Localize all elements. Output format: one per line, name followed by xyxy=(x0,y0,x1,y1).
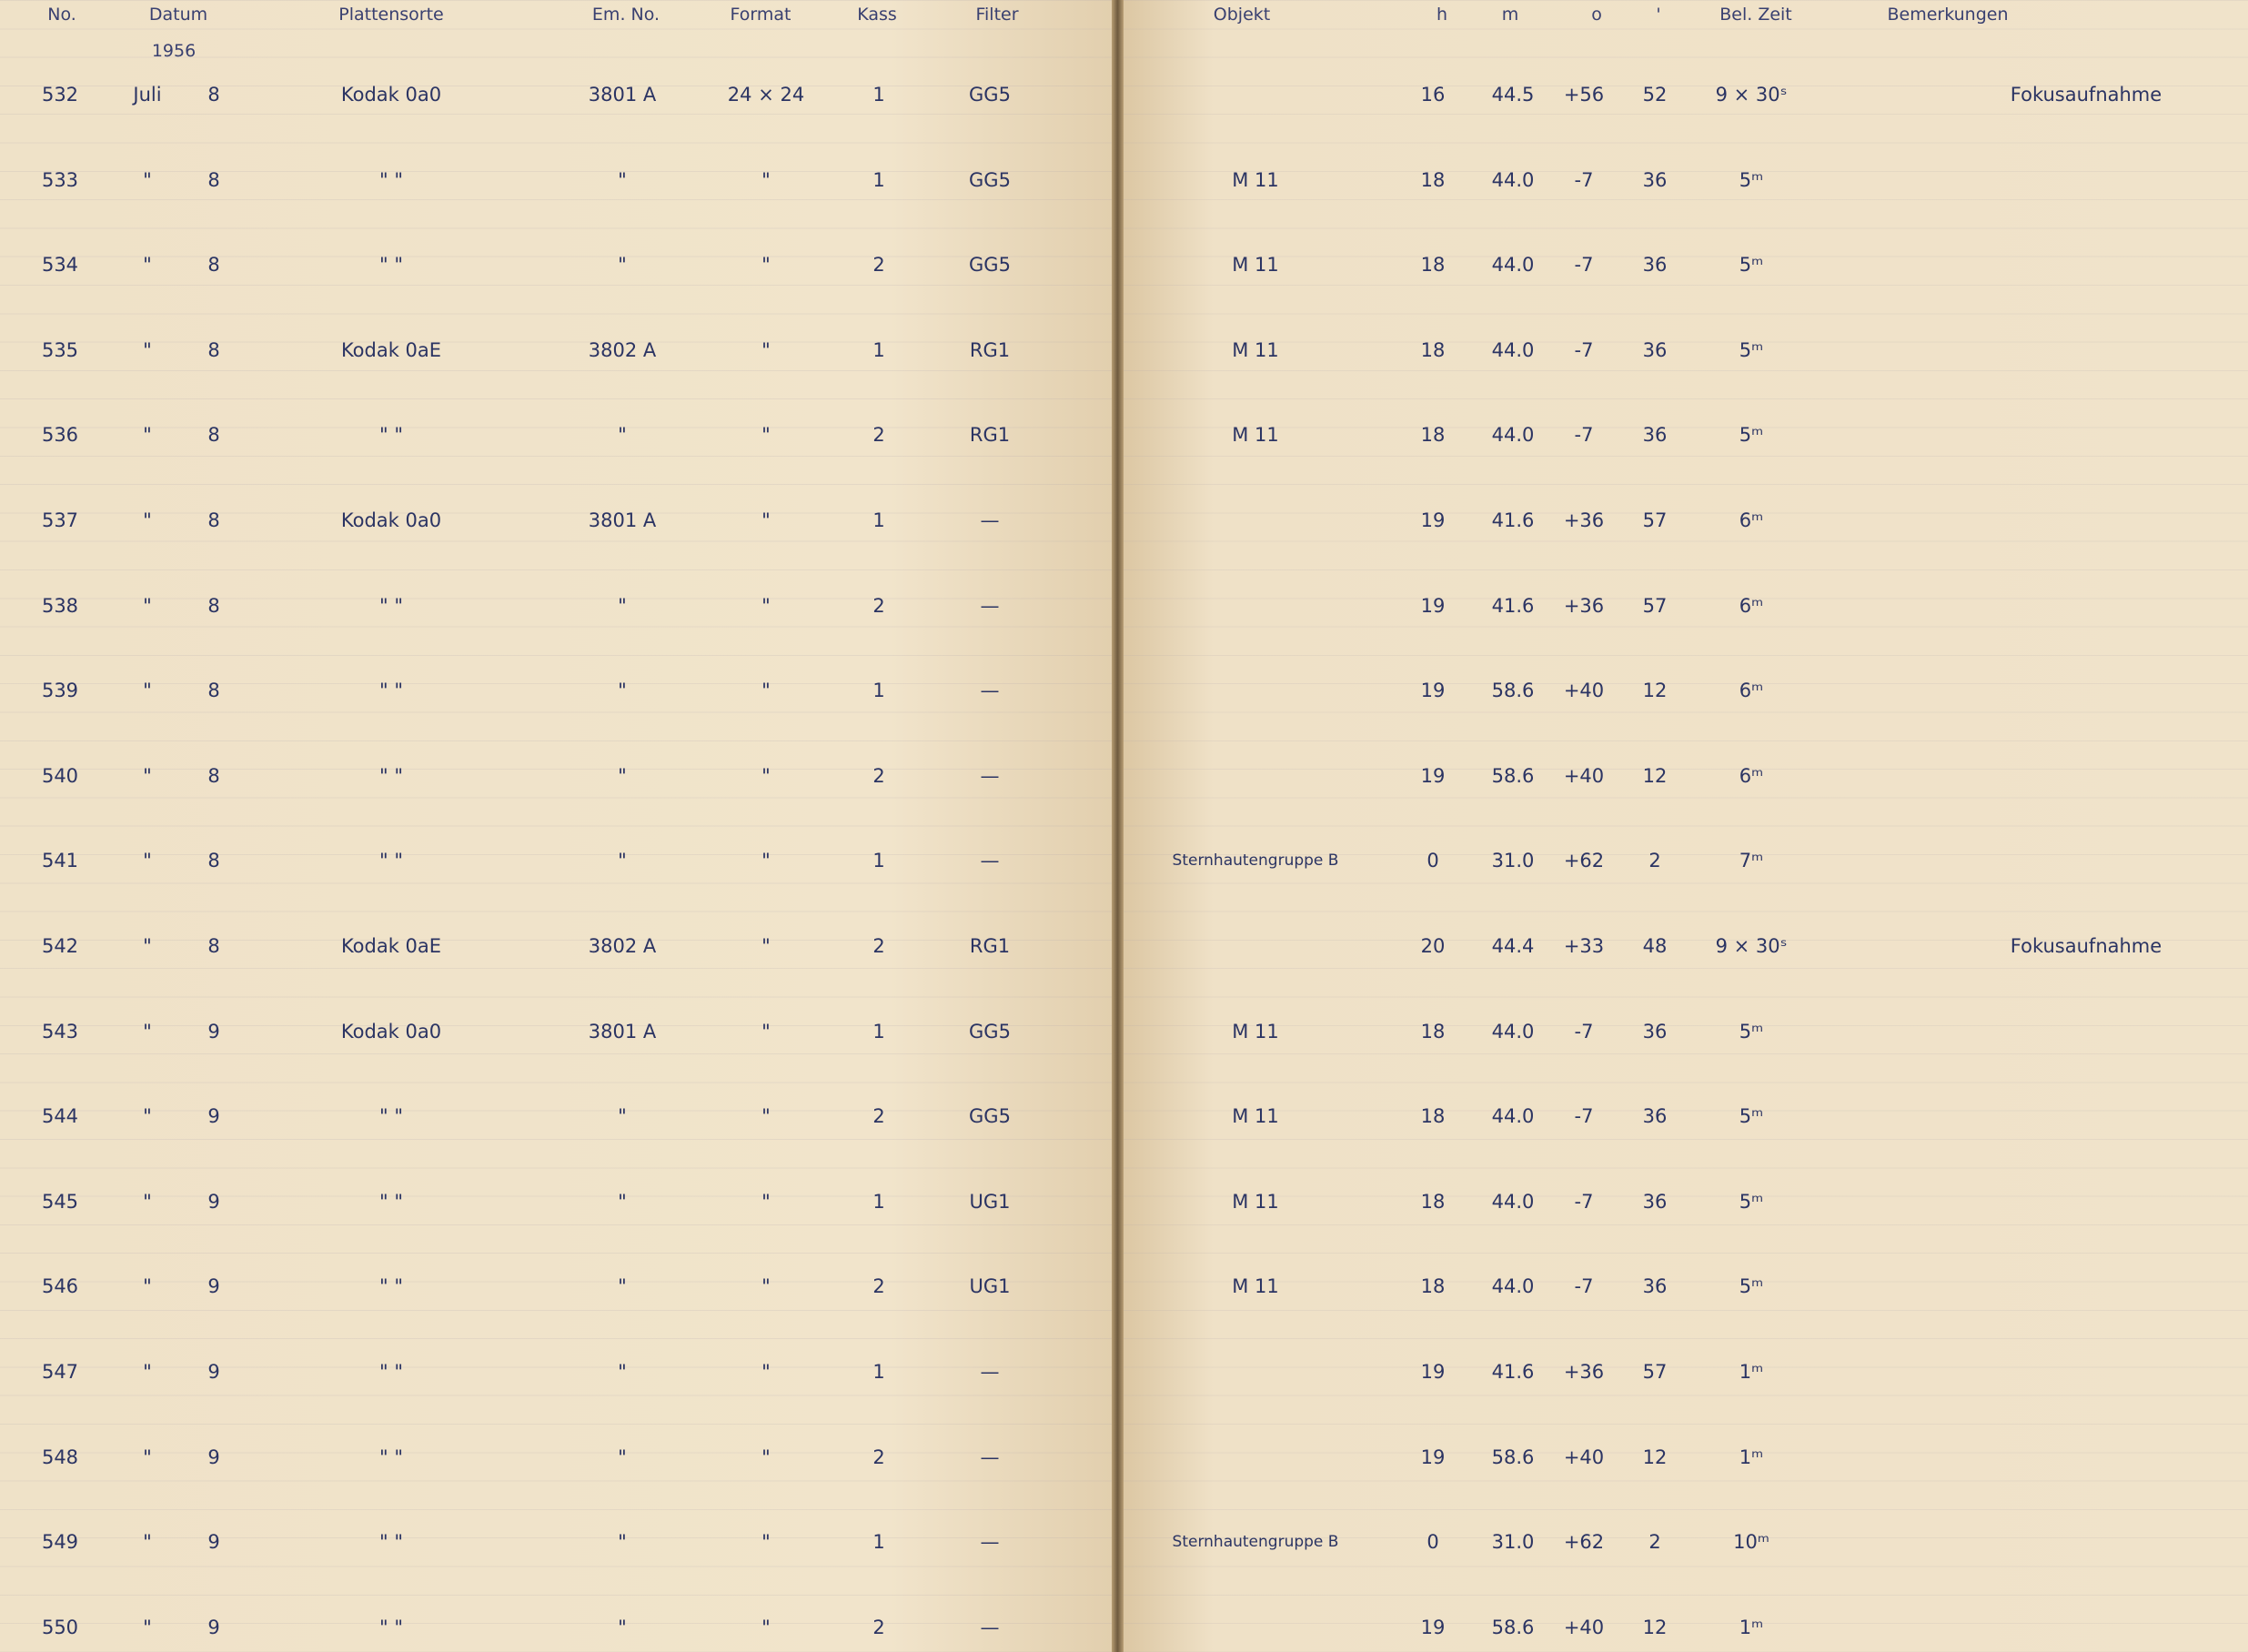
cell-em-no: " xyxy=(618,168,627,191)
cell-day: 9 xyxy=(207,1616,220,1638)
cell-no: 545 xyxy=(41,1190,79,1213)
cell-deg: -7 xyxy=(1574,1105,1594,1128)
cell-objekt: M 11 xyxy=(1232,1020,1279,1043)
cell-bel-zeit: 1ᵐ xyxy=(1739,1616,1764,1638)
cell-bel-zeit: 9 × 30ˢ xyxy=(1715,84,1788,106)
cell-filter: — xyxy=(980,764,1000,787)
cell-month: " xyxy=(143,254,152,277)
cell-no: 550 xyxy=(41,1616,79,1638)
cell-filter: — xyxy=(980,1616,1000,1638)
cell-h: 0 xyxy=(1426,1531,1439,1554)
cell-deg: +56 xyxy=(1563,84,1605,106)
cell-objekt: M 11 xyxy=(1232,1190,1279,1213)
cell-format: " xyxy=(761,850,771,872)
cell-month: " xyxy=(143,424,152,447)
cell-kass: 1 xyxy=(872,1020,885,1043)
cell-filter: — xyxy=(980,594,1000,617)
cell-m: 44.0 xyxy=(1491,1105,1535,1128)
cell-min: 57 xyxy=(1642,509,1668,531)
header-h: h xyxy=(1436,5,1448,25)
left-page xyxy=(0,0,1112,1652)
cell-objekt: Sternhautengruppe B xyxy=(1172,851,1339,871)
cell-day: 9 xyxy=(207,1190,220,1213)
cell-filter: — xyxy=(980,1531,1000,1554)
cell-h: 19 xyxy=(1420,764,1446,787)
cell-h: 19 xyxy=(1420,1446,1446,1468)
cell-month: " xyxy=(143,935,152,957)
cell-kass: 2 xyxy=(872,764,885,787)
cell-min: 12 xyxy=(1642,1616,1668,1638)
cell-min: 36 xyxy=(1642,338,1668,361)
cell-plattensorte: Kodak 0aE xyxy=(340,338,442,361)
cell-h: 19 xyxy=(1420,509,1446,531)
cell-kass: 1 xyxy=(872,338,885,361)
cell-filter: GG5 xyxy=(969,84,1011,106)
cell-m: 31.0 xyxy=(1491,850,1535,872)
cell-bel-zeit: 1ᵐ xyxy=(1739,1446,1764,1468)
cell-filter: RG1 xyxy=(969,935,1011,957)
cell-no: 542 xyxy=(41,935,79,957)
cell-em-no: " xyxy=(618,1531,627,1554)
right-page xyxy=(1124,0,2248,1652)
cell-plattensorte: " " xyxy=(379,1446,403,1468)
cell-filter: — xyxy=(980,680,1000,702)
cell-deg: -7 xyxy=(1574,424,1594,447)
cell-day: 9 xyxy=(207,1361,220,1383)
cell-bel-zeit: 5ᵐ xyxy=(1739,254,1764,277)
cell-format: " xyxy=(761,1361,771,1383)
cell-no: 543 xyxy=(41,1020,79,1043)
cell-month: " xyxy=(143,850,152,872)
cell-filter: — xyxy=(980,1446,1000,1468)
cell-m: 58.6 xyxy=(1491,1446,1535,1468)
cell-em-no: " xyxy=(618,850,627,872)
cell-kass: 2 xyxy=(872,1105,885,1128)
header-year: 1956 xyxy=(151,41,197,61)
header-objekt: Objekt xyxy=(1213,5,1271,25)
cell-deg: -7 xyxy=(1574,1020,1594,1043)
cell-month: " xyxy=(143,1105,152,1128)
cell-min: 36 xyxy=(1642,424,1668,447)
cell-m: 44.5 xyxy=(1491,84,1535,106)
cell-h: 18 xyxy=(1420,1105,1446,1128)
cell-min: 12 xyxy=(1642,680,1668,702)
cell-plattensorte: Kodak 0a0 xyxy=(340,509,442,531)
cell-min: 36 xyxy=(1642,254,1668,277)
cell-format: " xyxy=(761,1190,771,1213)
cell-no: 536 xyxy=(41,424,79,447)
cell-kass: 2 xyxy=(872,1446,885,1468)
cell-month: " xyxy=(143,1275,152,1298)
cell-filter: GG5 xyxy=(969,1020,1011,1043)
cell-kass: 1 xyxy=(872,1531,885,1554)
cell-format: " xyxy=(761,338,771,361)
cell-plattensorte: " " xyxy=(379,1190,403,1213)
cell-em-no: " xyxy=(618,424,627,447)
cell-objekt: M 11 xyxy=(1232,338,1279,361)
cell-month: " xyxy=(143,1361,152,1383)
cell-kass: 2 xyxy=(872,424,885,447)
cell-h: 19 xyxy=(1420,1361,1446,1383)
cell-format: " xyxy=(761,680,771,702)
cell-no: 540 xyxy=(41,764,79,787)
cell-m: 58.6 xyxy=(1491,680,1535,702)
cell-day: 8 xyxy=(207,680,220,702)
cell-month: " xyxy=(143,1020,152,1043)
cell-no: 546 xyxy=(41,1275,79,1298)
cell-m: 41.6 xyxy=(1491,509,1535,531)
cell-deg: +62 xyxy=(1563,850,1605,872)
cell-format: " xyxy=(761,168,771,191)
cell-em-no: " xyxy=(618,1361,627,1383)
cell-m: 44.0 xyxy=(1491,1275,1535,1298)
cell-day: 8 xyxy=(207,850,220,872)
cell-no: 538 xyxy=(41,594,79,617)
book-gutter xyxy=(1112,0,1124,1652)
cell-deg: +40 xyxy=(1563,1616,1605,1638)
cell-deg: +40 xyxy=(1563,764,1605,787)
cell-objekt: M 11 xyxy=(1232,168,1279,191)
cell-day: 8 xyxy=(207,338,220,361)
cell-m: 44.0 xyxy=(1491,168,1535,191)
cell-day: 8 xyxy=(207,424,220,447)
cell-plattensorte: " " xyxy=(379,254,403,277)
cell-filter: RG1 xyxy=(969,338,1011,361)
cell-objekt: M 11 xyxy=(1232,424,1279,447)
cell-m: 31.0 xyxy=(1491,1531,1535,1554)
cell-format: " xyxy=(761,254,771,277)
cell-kass: 1 xyxy=(872,84,885,106)
cell-plattensorte: Kodak 0a0 xyxy=(340,1020,442,1043)
cell-h: 18 xyxy=(1420,168,1446,191)
cell-month: " xyxy=(143,1616,152,1638)
cell-month: " xyxy=(143,1190,152,1213)
header-datum: Datum xyxy=(148,5,208,25)
cell-em-no: 3801 A xyxy=(588,509,657,531)
cell-no: 537 xyxy=(41,509,79,531)
cell-kass: 2 xyxy=(872,1616,885,1638)
cell-deg: +36 xyxy=(1563,509,1605,531)
cell-em-no: " xyxy=(618,680,627,702)
cell-plattensorte: " " xyxy=(379,1531,403,1554)
cell-bel-zeit: 5ᵐ xyxy=(1739,1190,1764,1213)
cell-month: Juli xyxy=(133,84,162,106)
cell-deg: -7 xyxy=(1574,1190,1594,1213)
cell-month: " xyxy=(143,1531,152,1554)
cell-bel-zeit: 5ᵐ xyxy=(1739,338,1764,361)
cell-bemerkungen: Fokusaufnahme xyxy=(2010,935,2162,957)
cell-h: 0 xyxy=(1426,850,1439,872)
cell-bel-zeit: 6ᵐ xyxy=(1739,594,1764,617)
cell-filter: RG1 xyxy=(969,424,1011,447)
cell-day: 9 xyxy=(207,1531,220,1554)
cell-deg: +62 xyxy=(1563,1531,1605,1554)
header-min: ' xyxy=(1656,5,1661,25)
cell-no: 532 xyxy=(41,84,79,106)
cell-kass: 1 xyxy=(872,509,885,531)
cell-h: 18 xyxy=(1420,424,1446,447)
cell-objekt: M 11 xyxy=(1232,1105,1279,1128)
cell-bel-zeit: 6ᵐ xyxy=(1739,509,1764,531)
cell-no: 544 xyxy=(41,1105,79,1128)
cell-filter: GG5 xyxy=(969,1105,1011,1128)
cell-plattensorte: " " xyxy=(379,1275,403,1298)
cell-h: 20 xyxy=(1420,935,1446,957)
cell-day: 9 xyxy=(207,1105,220,1128)
cell-objekt: Sternhautengruppe B xyxy=(1172,1533,1339,1552)
cell-filter: GG5 xyxy=(969,168,1011,191)
cell-objekt: M 11 xyxy=(1232,254,1279,277)
cell-format: " xyxy=(761,594,771,617)
header-m: m xyxy=(1501,5,1519,25)
cell-no: 541 xyxy=(41,850,79,872)
cell-no: 547 xyxy=(41,1361,79,1383)
cell-month: " xyxy=(143,594,152,617)
cell-bemerkungen: Fokusaufnahme xyxy=(2010,84,2162,106)
cell-min: 12 xyxy=(1642,1446,1668,1468)
cell-filter: UG1 xyxy=(969,1190,1011,1213)
cell-format: " xyxy=(761,1275,771,1298)
cell-min: 36 xyxy=(1642,1275,1668,1298)
cell-bel-zeit: 10ᵐ xyxy=(1733,1531,1769,1554)
cell-m: 58.6 xyxy=(1491,764,1535,787)
cell-em-no: 3801 A xyxy=(588,84,657,106)
cell-day: 8 xyxy=(207,254,220,277)
cell-plattensorte: " " xyxy=(379,1105,403,1128)
cell-em-no: " xyxy=(618,1105,627,1128)
cell-format: " xyxy=(761,1446,771,1468)
cell-no: 539 xyxy=(41,680,79,702)
cell-em-no: " xyxy=(618,594,627,617)
cell-plattensorte: Kodak 0aE xyxy=(340,935,442,957)
cell-h: 18 xyxy=(1420,338,1446,361)
cell-min: 12 xyxy=(1642,764,1668,787)
cell-em-no: " xyxy=(618,1190,627,1213)
cell-m: 44.0 xyxy=(1491,254,1535,277)
cell-month: " xyxy=(143,1446,152,1468)
cell-filter: UG1 xyxy=(969,1275,1011,1298)
header-bemerkungen: Bemerkungen xyxy=(1887,5,2009,25)
cell-kass: 1 xyxy=(872,680,885,702)
cell-month: " xyxy=(143,764,152,787)
cell-day: 9 xyxy=(207,1020,220,1043)
header-deg: o xyxy=(1591,5,1602,25)
cell-no: 535 xyxy=(41,338,79,361)
cell-plattensorte: " " xyxy=(379,1616,403,1638)
cell-min: 52 xyxy=(1642,84,1668,106)
cell-day: 9 xyxy=(207,1446,220,1468)
cell-h: 19 xyxy=(1420,594,1446,617)
cell-filter: GG5 xyxy=(969,254,1011,277)
cell-month: " xyxy=(143,168,152,191)
cell-format: " xyxy=(761,764,771,787)
cell-no: 549 xyxy=(41,1531,79,1554)
cell-bel-zeit: 1ᵐ xyxy=(1739,1361,1764,1383)
cell-no: 534 xyxy=(41,254,79,277)
cell-m: 44.0 xyxy=(1491,1020,1535,1043)
cell-format: " xyxy=(761,509,771,531)
cell-h: 18 xyxy=(1420,1275,1446,1298)
cell-bel-zeit: 5ᵐ xyxy=(1739,1105,1764,1128)
cell-em-no: 3801 A xyxy=(588,1020,657,1043)
cell-day: 8 xyxy=(207,594,220,617)
cell-plattensorte: " " xyxy=(379,168,403,191)
cell-em-no: " xyxy=(618,1275,627,1298)
cell-kass: 2 xyxy=(872,594,885,617)
cell-filter: — xyxy=(980,509,1000,531)
cell-day: 9 xyxy=(207,1275,220,1298)
cell-em-no: " xyxy=(618,764,627,787)
cell-kass: 2 xyxy=(872,254,885,277)
cell-min: 36 xyxy=(1642,1190,1668,1213)
cell-kass: 1 xyxy=(872,1190,885,1213)
cell-h: 18 xyxy=(1420,1020,1446,1043)
cell-format: 24 × 24 xyxy=(727,84,805,106)
cell-em-no: " xyxy=(618,254,627,277)
cell-plattensorte: " " xyxy=(379,764,403,787)
cell-objekt: M 11 xyxy=(1232,1275,1279,1298)
cell-filter: — xyxy=(980,850,1000,872)
cell-plattensorte: " " xyxy=(379,1361,403,1383)
cell-kass: 1 xyxy=(872,168,885,191)
cell-plattensorte: Kodak 0a0 xyxy=(340,84,442,106)
cell-bel-zeit: 7ᵐ xyxy=(1739,850,1764,872)
cell-h: 19 xyxy=(1420,1616,1446,1638)
cell-min: 2 xyxy=(1648,1531,1661,1554)
cell-min: 2 xyxy=(1648,850,1661,872)
cell-bel-zeit: 5ᵐ xyxy=(1739,424,1764,447)
header-filter: Filter xyxy=(975,5,1019,25)
cell-h: 18 xyxy=(1420,1190,1446,1213)
cell-plattensorte: " " xyxy=(379,680,403,702)
cell-em-no: " xyxy=(618,1446,627,1468)
cell-format: " xyxy=(761,1020,771,1043)
cell-filter: — xyxy=(980,1361,1000,1383)
cell-deg: +40 xyxy=(1563,680,1605,702)
cell-format: " xyxy=(761,935,771,957)
header-format: Format xyxy=(730,5,791,25)
cell-month: " xyxy=(143,680,152,702)
cell-deg: -7 xyxy=(1574,168,1594,191)
cell-day: 8 xyxy=(207,168,220,191)
cell-deg: -7 xyxy=(1574,254,1594,277)
cell-month: " xyxy=(143,338,152,361)
cell-h: 18 xyxy=(1420,254,1446,277)
cell-m: 41.6 xyxy=(1491,594,1535,617)
cell-format: " xyxy=(761,1616,771,1638)
cell-no: 533 xyxy=(41,168,79,191)
cell-em-no: " xyxy=(618,1616,627,1638)
cell-min: 48 xyxy=(1642,935,1668,957)
cell-kass: 1 xyxy=(872,850,885,872)
header-bel-zeit: Bel. Zeit xyxy=(1719,5,1792,25)
cell-plattensorte: " " xyxy=(379,424,403,447)
cell-format: " xyxy=(761,1531,771,1554)
cell-plattensorte: " " xyxy=(379,594,403,617)
cell-bel-zeit: 6ᵐ xyxy=(1739,764,1764,787)
cell-kass: 2 xyxy=(872,1275,885,1298)
cell-deg: +36 xyxy=(1563,1361,1605,1383)
cell-m: 44.0 xyxy=(1491,1190,1535,1213)
cell-m: 44.4 xyxy=(1491,935,1535,957)
cell-kass: 1 xyxy=(872,1361,885,1383)
cell-format: " xyxy=(761,1105,771,1128)
cell-em-no: 3802 A xyxy=(588,338,657,361)
cell-h: 19 xyxy=(1420,680,1446,702)
cell-deg: -7 xyxy=(1574,1275,1594,1298)
cell-min: 36 xyxy=(1642,1105,1668,1128)
cell-bel-zeit: 5ᵐ xyxy=(1739,168,1764,191)
cell-m: 44.0 xyxy=(1491,424,1535,447)
cell-bel-zeit: 5ᵐ xyxy=(1739,1020,1764,1043)
cell-em-no: 3802 A xyxy=(588,935,657,957)
header-plattensorte: Plattensorte xyxy=(338,5,444,25)
cell-day: 8 xyxy=(207,509,220,531)
header-em-no: Em. No. xyxy=(591,5,660,25)
cell-no: 548 xyxy=(41,1446,79,1468)
header-no: No. xyxy=(47,5,76,25)
cell-min: 36 xyxy=(1642,1020,1668,1043)
cell-deg: +33 xyxy=(1563,935,1605,957)
cell-plattensorte: " " xyxy=(379,850,403,872)
cell-day: 8 xyxy=(207,935,220,957)
cell-min: 36 xyxy=(1642,168,1668,191)
cell-deg: +36 xyxy=(1563,594,1605,617)
cell-min: 57 xyxy=(1642,1361,1668,1383)
cell-day: 8 xyxy=(207,84,220,106)
header-kass: Kass xyxy=(857,5,897,25)
cell-format: " xyxy=(761,424,771,447)
cell-m: 41.6 xyxy=(1491,1361,1535,1383)
cell-day: 8 xyxy=(207,764,220,787)
cell-bel-zeit: 9 × 30ˢ xyxy=(1715,935,1788,957)
cell-deg: +40 xyxy=(1563,1446,1605,1468)
cell-month: " xyxy=(143,509,152,531)
cell-bel-zeit: 6ᵐ xyxy=(1739,680,1764,702)
cell-h: 16 xyxy=(1420,84,1446,106)
cell-min: 57 xyxy=(1642,594,1668,617)
cell-m: 44.0 xyxy=(1491,338,1535,361)
cell-m: 58.6 xyxy=(1491,1616,1535,1638)
cell-deg: -7 xyxy=(1574,338,1594,361)
cell-bel-zeit: 5ᵐ xyxy=(1739,1275,1764,1298)
cell-kass: 2 xyxy=(872,935,885,957)
